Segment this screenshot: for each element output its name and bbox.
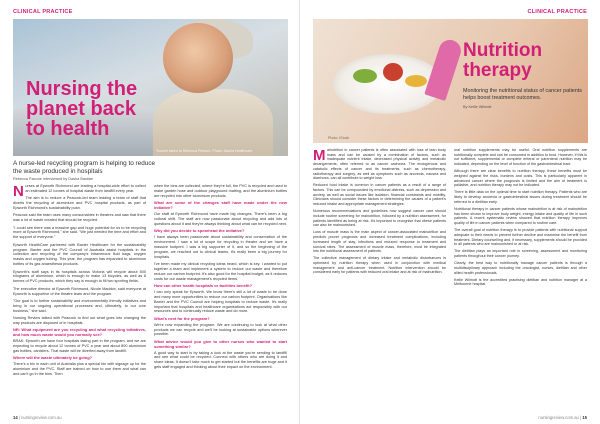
page-footer: nursingreview.com.au | 15 bbox=[538, 415, 587, 420]
hero-image-vegetable bbox=[383, 63, 403, 81]
paragraph bbox=[454, 249, 587, 258]
paragraph bbox=[13, 213, 146, 223]
paragraph-text: Nursing Review talked with Peacock to find out what goes into changing the way products are disposed of in hospitals. bbox=[13, 315, 146, 325]
paragraph bbox=[13, 287, 146, 297]
paragraph-text: I have always been passionate about sustainability and conservation of the environment. I saw a lot of scope for recycling in theatre and we have a massive footprint. I was a big supporter of it, and so the beginning of the program, we reached out to clinical teams, it's really been a big journey for hospitals. bbox=[154, 234, 287, 259]
article-column bbox=[454, 148, 587, 410]
paragraph-text: The aim is to reduce a Peacock-led team leading a team of staff that diverts the recycling of aluminium and PVC hospital products, as part of Epworth Richmond's sustainability push. bbox=[13, 196, 146, 211]
paragraph-text: oral nutrition supplements may be useful. Oral nutrition supplements are nutritionally complete and can be consumed in addition to food. However, if this is not sufficient, supplemental or complete enteral or parenteral nutrition may be indicated, depending on the level of function of the gastrointestinal tract. bbox=[454, 148, 587, 167]
paragraph-text: A good way to start is by taking a look at the waste you're sending to landfill and see what could be recycled. Connect with others who are doing it and share ideas. It doesn't take much to get started but the benefits are huge and it gets staff engaged and thinking about their impact on the environment. bbox=[154, 350, 287, 370]
paragraph bbox=[154, 351, 287, 371]
hero-image-vegetable bbox=[405, 75, 427, 87]
paragraph-text: Loss of muscle mass is the main aspect of cancer-associated malnutrition and predicts poorer prognosis and increased treatment complications, including increased length of stay, infections and reduced response to treatment and survival rates. The assessment of muscle mass, therefore, must be integrated into the nutritional assessment of patients. bbox=[313, 230, 446, 254]
subheading: How can other health hospitals or facilities benefit? bbox=[154, 282, 253, 288]
paragraph-text: "Our goal is to further sustainability and environmentally friendly initiatives and bring in our ongoing operational processes and, ultimately, to our core business," she said. bbox=[13, 298, 146, 313]
paragraph bbox=[13, 270, 146, 285]
paragraph bbox=[154, 212, 287, 227]
article-column bbox=[313, 148, 446, 410]
subheading: Why did you decide to spearhead the initiative? bbox=[154, 228, 245, 234]
paragraph-text: "I could see there was a massive gap and huge potential for us to be recycling more at Epworth Richmond," she said. "We just needed the time and effort and the support of everyone." bbox=[13, 225, 146, 240]
title-box bbox=[463, 41, 583, 109]
section-label: CLINICAL PRACTICE bbox=[13, 9, 73, 15]
paragraph bbox=[454, 228, 587, 247]
standfirst: A nurse-led recycling program is helping to reduce the waste produced in hospitals bbox=[13, 160, 156, 175]
hero-image-nurse-body bbox=[153, 89, 273, 156]
paragraph-text: Peacock said the team uses many consumables in theatres and saw that there was a lot of waste created that should be recycled. bbox=[13, 213, 146, 223]
hero-image-vegetable bbox=[353, 69, 377, 83]
paragraph bbox=[154, 235, 287, 260]
paragraph bbox=[154, 262, 287, 282]
paragraph bbox=[13, 196, 146, 211]
subheading: NR: What equipment are you recycling and what recycling initiatives, and how much waste would you normally see? bbox=[13, 327, 146, 338]
paragraph bbox=[154, 290, 287, 315]
page-footer: 14 | nursingreview.com.au bbox=[13, 415, 62, 420]
paragraph bbox=[454, 261, 587, 275]
footer-brand: nursingreview.com.au bbox=[21, 415, 62, 420]
paragraph bbox=[13, 316, 146, 326]
paragraph-text: Our staff at Epworth Richmond have made big changes. There's been a big cultural shift. The staff are now passionate about recycling and add lots of questions about it and they're always thinking about what can be recycled next. bbox=[154, 211, 287, 226]
paragraph bbox=[13, 184, 146, 200]
right-page bbox=[300, 0, 600, 424]
photo-credit: Photo: iStock bbox=[328, 136, 350, 140]
paragraph-text: I've been made my clinical recycling ideas heard, which is key. I wanted to put together a team and implement a system to reduce our waste and therefore reduce our carbon footprint. It's also good for the hospital budget, as it reduces costs for our waste management's recycled items. bbox=[154, 261, 287, 281]
paragraph bbox=[454, 169, 587, 188]
paragraph bbox=[154, 184, 287, 199]
paragraph-text: Clearly, the best way to nutritionally manage cancer patients is through a multidisciplinary approach including the oncologist, nurses, dietitian and other allied health professionals. bbox=[454, 261, 587, 275]
drop-cap: N bbox=[13, 184, 24, 200]
paragraph bbox=[313, 183, 446, 207]
paragraph-text: when the bins are collected, where they're full, the PVC is recycled and used to make garden hose and outdoor playground matting, and the aluminium bottles are recycled into other aluminium products. bbox=[154, 184, 287, 198]
paragraph-text: I can only speak for Epworth. We know there's still a lot of waste to be done and many more opportunities to reduce our carbon footprint. Organisations like Baxter and the PVC Council are helping hospitals to reduce waste. It's really important that hospitals and healthcare organisations act responsibly with our resources and to continually reduce waste and do more. bbox=[154, 289, 287, 314]
paragraph-text: BRAK: Epworth we have four hospitals taking part in the program, and we are expecting to recycle about 12 tonnes of PVC a year and about 800 aluminium gas bottles, canisters. That waste will be diverted away from landfill. bbox=[13, 338, 146, 353]
paragraph-text: The overall goal of nutrition therapy is to provide patients with nutritional support adequate to their needs to prevent further decline and maximise the benefit from treatment. Dietary counselling and, if necessary, supplements should be provided to all patients who are malnourished or at risk. bbox=[454, 228, 587, 247]
article-columns bbox=[13, 184, 287, 410]
paragraph bbox=[313, 256, 446, 275]
photo-credit: Trouble taken to Rebecca Peeson. Photo: Dasha Healthcare bbox=[156, 149, 253, 153]
article-column bbox=[154, 184, 287, 410]
byline: By Kellie Wilmott bbox=[463, 105, 492, 110]
hero-image bbox=[13, 19, 288, 156]
paragraph-text: Epworth's staff says in its hospitals across Victoria will recycle about 500 kilograms of aluminium, which is enough to make 13 bicycles, as well as 8 tonnes of PVC products, which they say is enough to fill two sporting fields. bbox=[13, 269, 146, 284]
footer-brand: nursingreview.com.au bbox=[538, 415, 579, 420]
subheading: What are some of the changes staff have made under the new initiative? bbox=[154, 200, 287, 211]
paragraph-text: The executive director at Epworth Richmond, Nicole Maddox, said everyone at Epworth is supportive of the theatre team and the program. bbox=[13, 286, 146, 296]
article-title: Nutrition therapy bbox=[463, 40, 543, 81]
paragraph-text: Nutritional therapy in cancer patients whose malnutrition is at risk of malnutrition has been shown to improve body weight, energy intake and quality of life in such patients. A recent systematic review showed that nutrition therapy improves quality of life in cancer patients when compared to routine care. bbox=[454, 206, 587, 226]
paragraph bbox=[454, 207, 587, 226]
paragraph-text: Reduced food intake is common in cancer patients as a result of a range of factors. This can be compounded by emotional distress, such as depression and anxiety, as well as social issues like isolation, financial constraints and mobility. Clinicians should consider these factors in determining the causes of a patient's reduced intake and appropriate management strategies. bbox=[313, 183, 446, 207]
paragraph-text: There is little data on the optimal time to start nutrition therapy. Patients who are likely to develop anorexia or gastrointestinal issues during treatment should be referred to a dietitian early. bbox=[454, 190, 587, 204]
paragraph bbox=[13, 226, 146, 241]
subheading: What advice would you give to other nurses who wanted to start something similar? bbox=[154, 338, 287, 349]
page-number: 14 bbox=[13, 415, 18, 420]
subheading: What's next for the program? bbox=[154, 315, 210, 321]
paragraph bbox=[313, 230, 446, 254]
byline: Rebecca Pacone interviewed by Dasha Bastian bbox=[13, 177, 93, 181]
paragraph bbox=[454, 148, 587, 167]
paragraph bbox=[13, 299, 146, 314]
drop-cap: M bbox=[313, 148, 326, 164]
paragraph-text: Kellie Wilmott is the accredited practising dietitian and nutrition manager at a Melbourne hospital. bbox=[454, 277, 587, 287]
article-title: Nursing the planet back to health bbox=[26, 78, 138, 140]
page-number: 15 bbox=[582, 415, 587, 420]
paragraph bbox=[154, 323, 287, 338]
paragraph-text: There's a bin in each unit of Australia plus a special bin with signage up for the aluminium and the PVC. Staff are trained on how to use them and what can and can't go in the bins. Then bbox=[13, 362, 146, 376]
hero-image-nurse-head bbox=[163, 23, 233, 93]
hero-image bbox=[313, 19, 588, 143]
paragraph-text: Numerous recommendations and guidelines now suggest cancer care should include routine screening for malnutrition, followed by a nutrition assessment, for patients identified as being at risk. It's important to recognise that obese patients can also be malnourished. bbox=[313, 209, 446, 228]
paragraph bbox=[313, 148, 446, 181]
paragraph bbox=[454, 278, 587, 287]
paragraph bbox=[454, 190, 587, 204]
paragraph-text: The dietitian plays an important role in screening, assessment and monitoring patients throughout their cancer journey. bbox=[454, 249, 587, 259]
section-label: CLINICAL PRACTICE bbox=[527, 9, 587, 15]
paragraph-text: Although there are clear benefits to nutrition therapy, these benefits must be weighed against the risks, burdens and costs. This is particularly apparent in advanced cancer where the prognosis is limited and the aim of treatment is palliative, and nutrition therapy may not be indicated. bbox=[454, 169, 587, 188]
paragraph-text: The collective management of dietary intake and metabolic disturbances is optimised by nutrition therapy when used in conjunction with medical management and anti-cancer treatment. Nutrition intervention should be considered early for patients with reduced oral intake and at risk of malnutrition. bbox=[313, 256, 446, 275]
paragraph-text: We're now expanding the program. We are continuing to look at what other products we can recycle and we'll be looking at sustainable options wherever possible. bbox=[154, 322, 287, 337]
paragraph bbox=[13, 339, 146, 354]
paragraph-text: alnutrition in cancer patients is often associated with loss of lean body mass and can be caused by a combination of factors, such as inadequate nutrient intake, decreased physical activity and metabolic derangements, often referred to as cancer cachexia. The endogenous and catabolic effects of cancer and its treatments, such as chemotherapy, radiotherapy and surgery, as well as symptoms such as anorexia, nausea and diarrhoea, can all contribute to weight loss. bbox=[313, 148, 446, 181]
article-column bbox=[13, 184, 146, 410]
paragraph-text: Epworth HealthCare partnered with Baxter Healthcare for the sustainability program. Baxter and the PVC Council of Australia assist hospitals in the collection and recycling of the company's intravenous fluid bags, oxygen masks and oxygen tubing. This year, the program has expanded to aluminium bottles of its gas anaesthesia products. bbox=[13, 242, 146, 267]
paragraph bbox=[13, 243, 146, 268]
title-box bbox=[26, 79, 146, 139]
standfirst: Monitoring the nutritional status of cancer patients helps boost treatment outcomes. bbox=[463, 88, 582, 101]
subheading: Where will the waste ultimately be going? bbox=[13, 355, 93, 361]
paragraph-text: urses at Epworth Richmond are leading a hospital-wide effort to collect an estimated 12 tonnes of hospital waste from landfill every year. bbox=[25, 184, 146, 193]
paragraph bbox=[13, 362, 146, 377]
article-columns bbox=[313, 148, 587, 410]
paragraph bbox=[313, 209, 446, 228]
